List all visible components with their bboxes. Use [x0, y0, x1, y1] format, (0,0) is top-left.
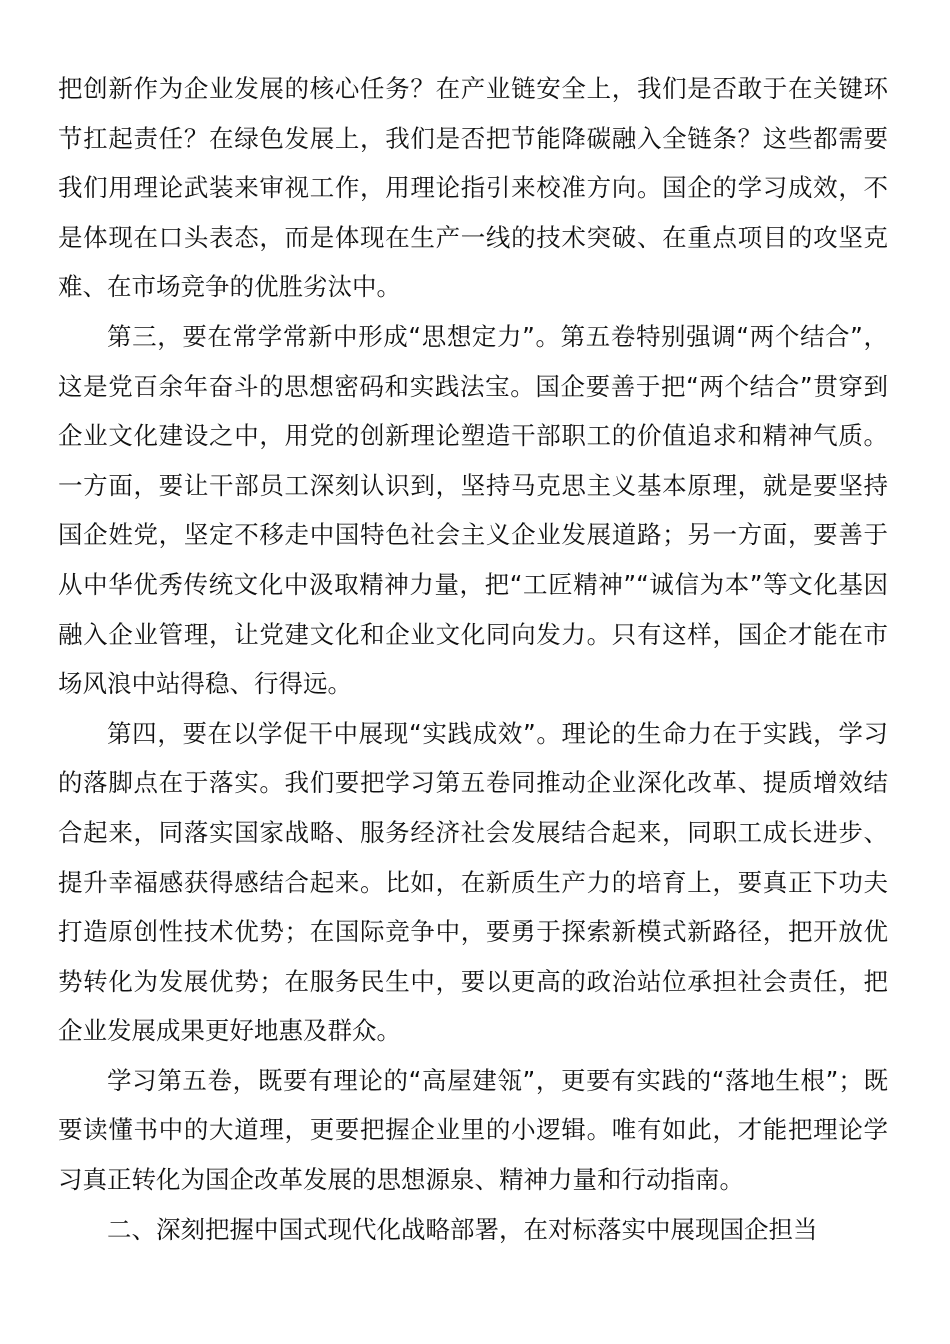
- section-heading-two: 二、深刻把握中国式现代化战略部署，在对标落实中展现国企担当: [107, 1214, 818, 1244]
- paragraph-summary: 学习第五卷，既要有理论的“高屋建瓴”，更要有实践的“落地生根”；既要读懂书中的大道理，更要把握企业里的小逻辑。唯有如此，才能把理论学习真正转化为国企改革发展的思想源泉、精神力量和行动指南。: [58, 1065, 888, 1195]
- paragraph-point-four: 第四，要在以学促干中展现“实践成效”。理论的生命力在于实践，学习的落脚点在于落实。我们要把学习第五卷同推动企业深化改革、提质增效结合起来，同落实国家战略、服务经济社会发展结合起来，同职工成长进步、提升幸福感获得感结合起来。比如，在新质生产力的培育上，要真正下功夫打造原创性技术优势；在国际竞争中，要勇于探索新模式新路径，把开放优势转化为发展优势；在服务民生中，要以更高的政治站位承担社会责任，把企业发展成果更好地惠及群众。: [58, 718, 888, 1046]
- document-body: [58, 64, 888, 1254]
- paragraph-point-three: 第三，要在常学常新中形成“思想定力”。第五卷特别强调“两个结合”，这是党百余年奋斗的思想密码和实践法宝。国企要善于把“两个结合”贯穿到企业文化建设之中，用党的创新理论塑造干部职工的价值追求和精神气质。一方面，要让干部员工深刻认识到，坚持马克思主义基本原理，就是要坚持国企姓党，坚定不移走中国特色社会主义企业发展道路；另一方面，要善于从中华优秀传统文化中汲取精神力量，把“工匠精神”“诚信为本”等文化基因融入企业管理，让党建文化和企业文化同向发力。只有这样，国企才能在市场风浪中站得稳、行得远。: [58, 321, 888, 699]
- paragraph-continuation: 把创新作为企业发展的核心任务？在产业链安全上，我们是否敢于在关键环节扛起责任？在绿色发展上，我们是否把节能降碳融入全链条？这些都需要我们用理论武装来审视工作，用理论指引来校准方向。国企的学习成效，不是体现在口头表态，而是体现在生产一线的技术突破、在重点项目的攻坚克难、在市场竞争的优胜劣汰中。: [58, 74, 888, 302]
